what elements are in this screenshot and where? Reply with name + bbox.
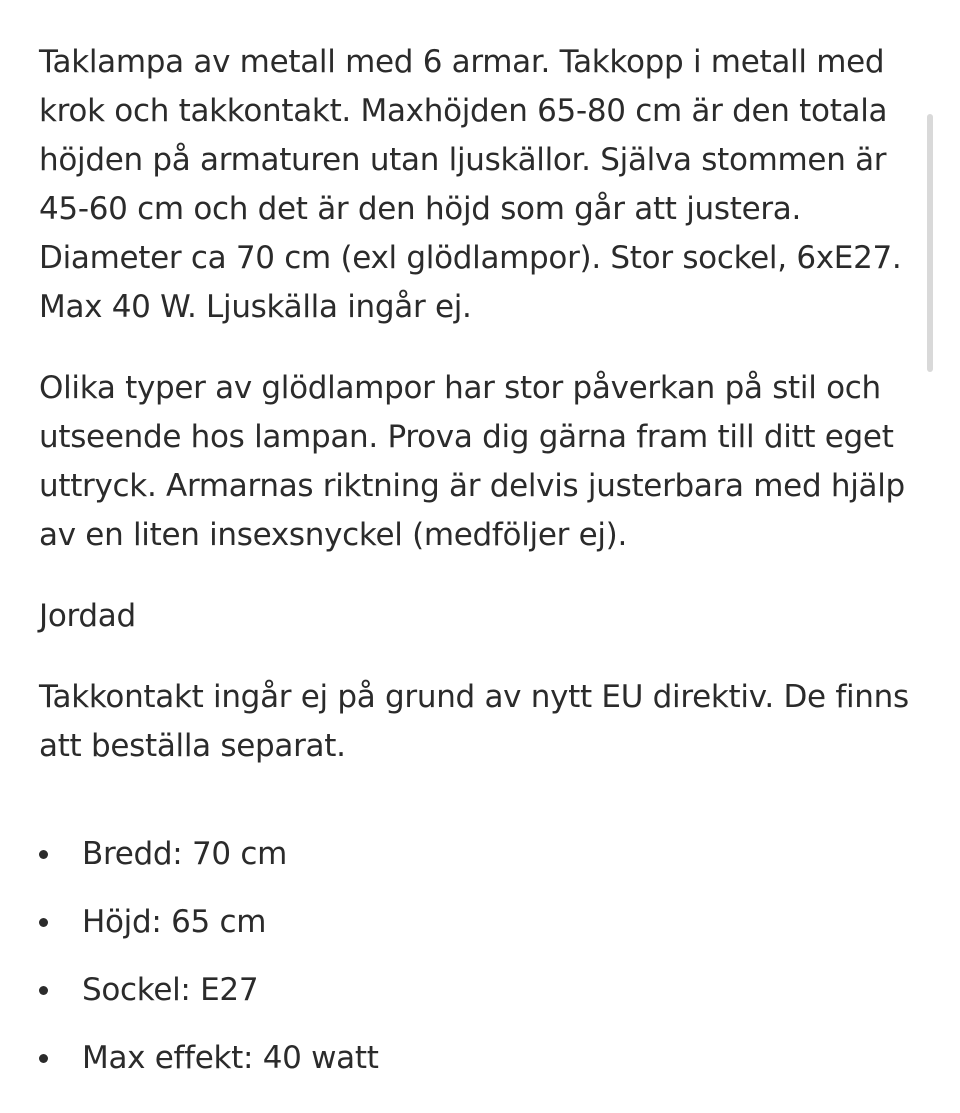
list-item — [39, 966, 923, 1015]
bullet-icon — [39, 986, 48, 995]
spec-text: Max effekt: 40 watt — [82, 1040, 379, 1076]
description-paragraph: Jordad — [39, 598, 136, 634]
bullet-icon — [39, 850, 48, 859]
product-description — [39, 38, 923, 1102]
list-item — [39, 898, 923, 947]
scrollbar[interactable] — [927, 114, 933, 372]
spec-text: Bredd: 70 cm — [82, 836, 287, 872]
bullet-icon — [39, 1054, 48, 1063]
list-item — [39, 830, 923, 879]
description-paragraph: Olika typer av glödlampor har stor påverkan på stil och utseende hos lampan. Prova dig gärna fram till ditt eget uttryck. Armarnas riktning är delvis justerbara med hjälp av en liten insexsnyckel (medföljer ej). — [39, 370, 905, 553]
description-paragraph: Taklampa av metall med 6 armar. Takkopp i metall med krok och takkontakt. Maxhöjden 65-80 cm är den totala höjden på armaturen utan ljuskällor. Själva stommen är 45-60 cm och det är den höjd som går att justera. Diameter ca 70 cm (exl glödlampor). Stor sockel, 6xE27. Max 40 W. Ljuskälla ingår ej. — [39, 44, 902, 325]
list-item — [39, 1034, 923, 1083]
bullet-icon — [39, 918, 48, 927]
spec-text: Sockel: E27 — [82, 972, 259, 1008]
spec-list — [39, 830, 923, 1083]
description-paragraph: Takkontakt ingår ej på grund av nytt EU direktiv. De finns att beställa separat. — [39, 679, 909, 764]
spec-text: Höjd: 65 cm — [82, 904, 267, 940]
